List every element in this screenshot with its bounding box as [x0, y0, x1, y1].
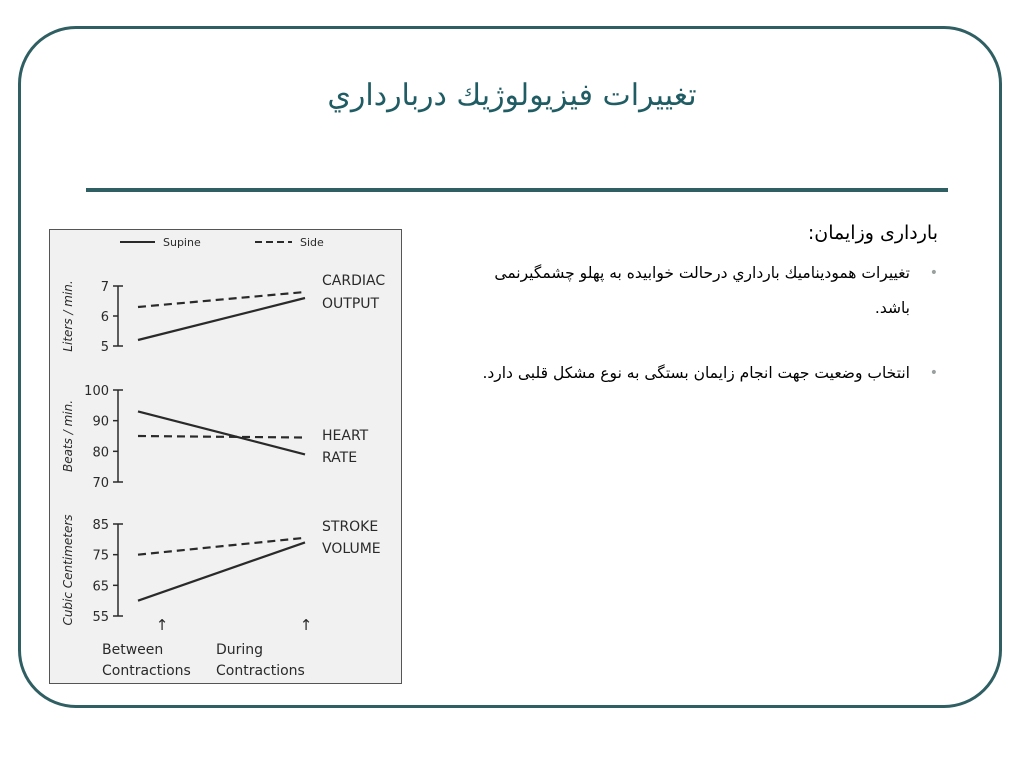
x-category-label: Between — [102, 642, 164, 658]
bullet-dot-icon: • — [929, 365, 938, 381]
hemodynamics-figure — [49, 229, 402, 684]
content-heading: بارداری وزایمان: — [807, 222, 938, 244]
y-tick-label: 100 — [84, 384, 109, 399]
y-tick-label: 65 — [92, 579, 109, 595]
series-line-supine-stroke — [138, 542, 305, 600]
x-category-label: During — [216, 642, 264, 658]
y-tick-label: 5 — [100, 340, 109, 355]
slide-title: تغييرات فيزيولوژيك دربارداري — [327, 78, 697, 113]
slide-content — [470, 222, 938, 421]
y-axis-label-cardiac: Liters / min. — [61, 280, 75, 352]
series-line-supine-heart — [138, 411, 305, 454]
panel-label-stroke: STROKE — [322, 519, 379, 535]
panel-label-cardiac: OUTPUT — [322, 296, 380, 312]
y-tick-label: 55 — [92, 610, 109, 625]
series-line-supine-cardiac — [138, 298, 305, 340]
panel-label-heart: HEART — [322, 428, 369, 444]
y-axis-label-heart: Beats / min. — [61, 399, 75, 473]
bullet-item — [470, 256, 938, 326]
title-divider — [86, 188, 948, 192]
y-tick-label: 70 — [92, 476, 109, 491]
bullet-dot-icon: • — [929, 265, 938, 281]
x-category-label: Contractions — [216, 663, 305, 679]
panel-label-heart: RATE — [322, 450, 358, 466]
bullet-item — [470, 356, 938, 391]
y-axis-label-stroke: Cubic Centimeters — [61, 514, 75, 626]
x-marker-arrow-icon: ↑ — [155, 616, 169, 634]
bullet-text: تغييرات همودیناميك بارداري درحالت خوابيده به پهلو چشمگیرنمی باشد. — [494, 264, 910, 317]
y-tick-label: 6 — [100, 310, 109, 325]
y-tick-label: 85 — [92, 518, 109, 533]
legend-side-label: Side — [300, 236, 324, 249]
y-tick-label: 75 — [92, 548, 109, 564]
y-tick-label: 7 — [100, 280, 109, 295]
x-marker-arrow-icon: ↑ — [299, 616, 313, 634]
bullet-text: انتخاب وضعیت جهت انجام زایمان بستگی به نوع مشکل قلبی دارد. — [482, 364, 910, 382]
panel-label-cardiac: CARDIAC — [322, 273, 386, 289]
x-category-label: Contractions — [102, 663, 191, 679]
y-tick-label: 90 — [92, 414, 109, 430]
panel-label-stroke: VOLUME — [322, 541, 381, 557]
series-line-side-heart — [138, 436, 305, 438]
legend-supine-label: Supine — [163, 236, 201, 249]
hemodynamics-chart — [50, 230, 401, 683]
y-tick-label: 80 — [92, 445, 109, 461]
